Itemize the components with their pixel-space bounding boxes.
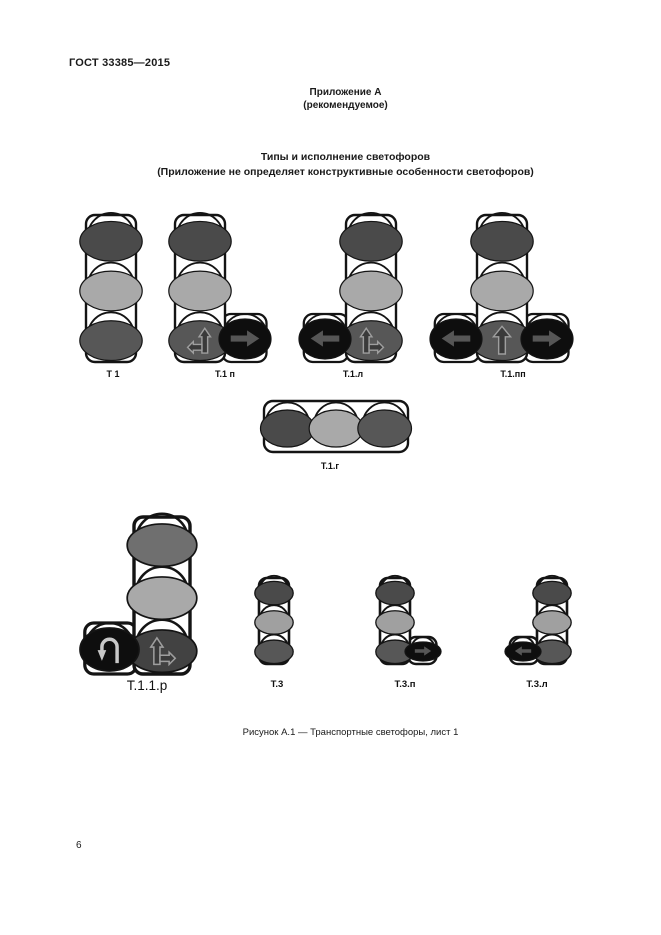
traffic-light-t1l — [291, 202, 409, 375]
traffic-light-t1pp — [422, 202, 582, 375]
traffic-light-t3 — [246, 565, 302, 677]
traffic-light-t11r — [72, 504, 203, 687]
traffic-light-label-t11r: Т.1.1.р — [126, 678, 168, 693]
traffic-light-label-t1: Т 1 — [106, 369, 120, 379]
annex-line-2: (рекомендуемое) — [303, 100, 388, 111]
traffic-light-t1g — [251, 388, 421, 465]
traffic-light-label-t1l: Т.1.л — [342, 369, 364, 379]
traffic-light-label-t3p: Т.3.п — [394, 679, 416, 690]
title-line-1: Типы и исполнение светофоров — [260, 151, 431, 163]
traffic-light-label-t3l: Т.3.л — [526, 679, 548, 690]
traffic-light-label-t1p: Т.1 п — [215, 369, 235, 379]
page-number: 6 — [76, 840, 82, 851]
annex-line-1: Приложение А — [309, 87, 382, 98]
traffic-light-t3p — [367, 565, 450, 677]
traffic-light-t3l — [497, 565, 580, 677]
traffic-light-t1p — [162, 202, 280, 375]
traffic-light-label-t1g: Т.1.г — [320, 461, 340, 471]
traffic-light-label-t1pp: Т.1.пп — [500, 369, 526, 379]
figure-title — [30, 150, 661, 180]
doc-number: ГОСТ 33385—2015 — [69, 57, 171, 69]
title-line-2: (Приложение не определяет конструктивные особенности светофоров) — [157, 166, 534, 178]
traffic-light-t1 — [73, 202, 149, 375]
figure-caption: Рисунок А.1 — Транспортные светофоры, лист 1 — [242, 727, 459, 738]
annex-heading — [30, 86, 661, 112]
traffic-light-label-t3: Т.3 — [270, 679, 284, 690]
